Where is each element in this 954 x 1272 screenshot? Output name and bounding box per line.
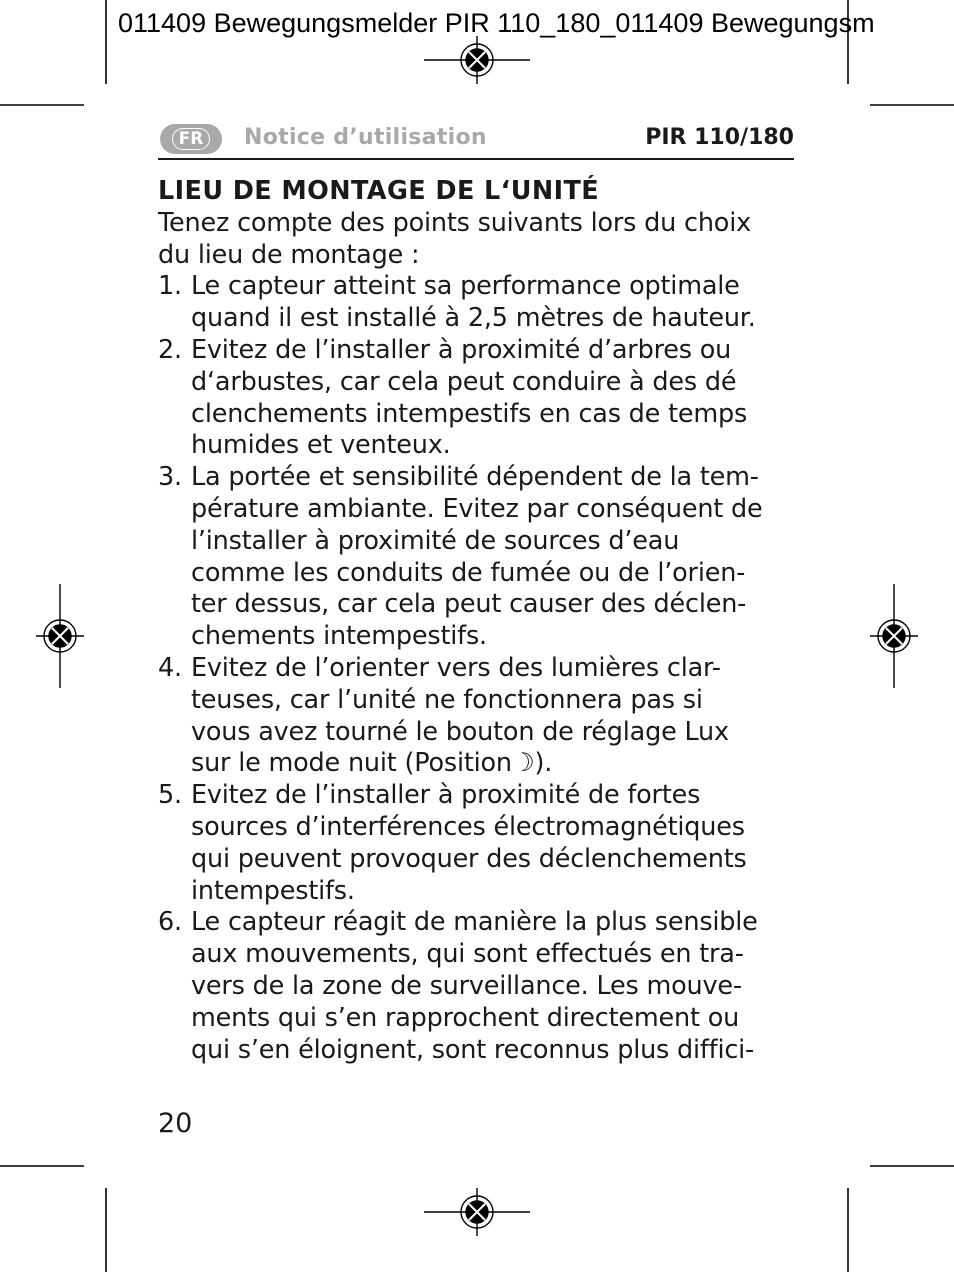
list-item-line: pérature ambiante. Evitez par conséquent de (191, 493, 763, 524)
list-item-line: vers de la zone de surveillance. Les mouve- (191, 970, 742, 1001)
list-item-line: ter dessus, car cela peut causer des déclen- (191, 589, 747, 620)
language-code: FR (172, 128, 211, 150)
header-title: Notice d’utilisation (244, 125, 487, 150)
list-item-line: quand il est installé à 2,5 mètres de hauteur. (191, 303, 756, 334)
list-item-line: intempestifs. (191, 875, 355, 906)
list-item-number: 5. (158, 780, 182, 811)
list-item-number: 2. (158, 334, 182, 365)
registration-mark-right-icon (870, 584, 918, 688)
list-item-line: vous avez tourné le bouton de réglage Lux (191, 716, 729, 747)
list-item-number: 6. (158, 907, 182, 938)
list-item-line: Evitez de l’installer à proximité de fortes (191, 780, 701, 811)
header-model: PIR 110/180 (645, 125, 794, 150)
list-item-line: comme les conduits de fumée ou de l’orien- (191, 557, 746, 588)
section-intro (158, 208, 798, 272)
intro-line: du lieu de montage : (158, 239, 420, 270)
list-item-line: l’installer à proximité de sources d’eau (191, 525, 680, 556)
list-item-number: 1. (158, 271, 182, 302)
registration-mark-bottom-icon (424, 1188, 530, 1236)
list-item-line: qui s’en éloignent, sont reconnus plus diffici- (191, 1034, 755, 1065)
list-item (158, 271, 798, 335)
registration-mark-top-icon (424, 36, 530, 84)
list-item-line: La portée et sensibilité dépendent de la tem- (191, 462, 759, 493)
list-item-number: 4. (158, 652, 182, 683)
list-item-line: sources d’interférences électromagnétiques (191, 811, 745, 842)
section-heading: LIEU DE MONTAGE DE L‘UNITÉ (158, 176, 600, 206)
list-item-line: aux mouvements, qui sont effectués en tra- (191, 939, 744, 970)
list-item-line: humides et venteux. (191, 430, 451, 461)
list-item-line: chements intempestifs. (191, 621, 487, 652)
list-item-line: Le capteur réagit de manière la plus sensible (191, 907, 758, 938)
list-item-number: 3. (158, 462, 182, 493)
list-item (158, 335, 798, 462)
list-item-line: Le capteur atteint sa performance optimale (191, 271, 740, 302)
language-badge (160, 124, 222, 154)
list-item (158, 907, 798, 1066)
registration-mark-left-icon (36, 584, 84, 688)
list-item-line: qui peuvent provoquer des déclenchements (191, 843, 747, 874)
section-content (158, 176, 798, 1066)
list-item (158, 780, 798, 907)
running-header (158, 122, 794, 160)
mounting-guidelines-list (158, 271, 798, 1066)
intro-line: Tenez compte des points suivants lors du choix (158, 207, 751, 238)
list-item-line: clenchements intempestifs en cas de temps (191, 398, 748, 429)
page-number: 20 (158, 1108, 193, 1139)
list-item-line: sur le mode nuit (Position☽). (191, 748, 553, 779)
list-item-line: Evitez de l’installer à proximité d’arbres ou (191, 334, 732, 365)
list-item-line: d‘arbustes, car cela peut conduire à des dé (191, 366, 737, 397)
list-item-line: ments qui s’en rapprochent directement ou (191, 1002, 740, 1033)
list-item-line: teuses, car l’unité ne fonctionnera pas si (191, 684, 703, 715)
list-item (158, 653, 798, 780)
print-slug-line: 011409 Bewegungsmelder PIR 110_180_011409 Bewegungsm (118, 8, 875, 38)
list-item (158, 462, 798, 653)
list-item-line: Evitez de l’orienter vers des lumières clar- (191, 652, 721, 683)
